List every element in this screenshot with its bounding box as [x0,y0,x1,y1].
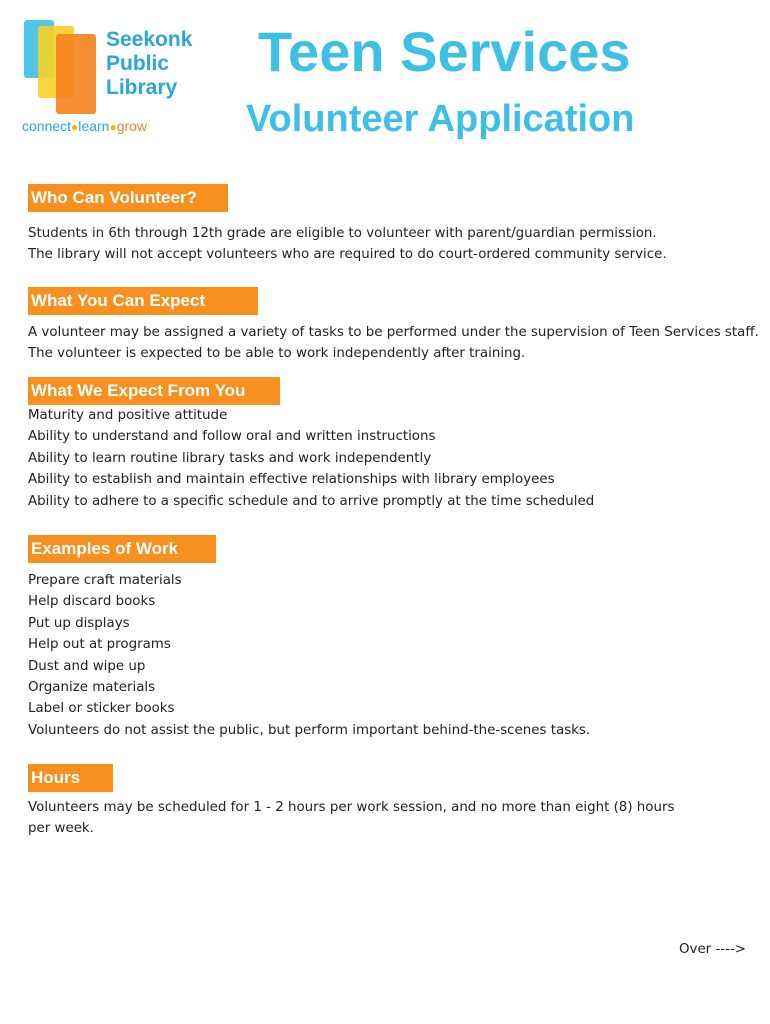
list-item: Dust and wipe up [28,658,146,674]
section-list-examples [28,570,748,741]
logo-name-line-1: Seekonk [106,28,193,51]
logo-name-line-2: Public [106,52,170,75]
section-text-expect [28,322,759,365]
who-line-1: Students in 6th through 12th grade are eligible to volunteer with parent/guardian permission. [28,226,657,241]
tagline-learn: learn [78,118,110,134]
logo-name-line-3: Library [106,76,178,99]
list-item: Help out at programs [28,637,171,653]
tagline-dot-2: ● [109,120,117,134]
library-logo [22,18,197,143]
list-item: Put up displays [28,615,130,631]
tagline-dot-1: ● [71,120,79,134]
list-item: Label or sticker books [28,701,175,717]
expect-line-1: A volunteer may be assigned a variety of tasks to be performed under the supervision of Teen Services staff. [28,325,759,340]
section-text-who [28,223,748,266]
list-item: Volunteers do not assist the public, but perform important behind-the-scenes tasks. [28,722,591,738]
logo-name [106,28,192,100]
page-subtitle: Volunteer Application [246,98,635,140]
tagline-grow: grow [116,118,148,134]
section-heading-who: Who Can Volunteer? [28,184,228,212]
page-title: Teen Services [258,20,631,83]
who-line-2: The library will not accept volunteers who are required to do court-ordered community service. [28,247,667,263]
section-list-we-expect [28,405,748,512]
section-heading-we-expect: What We Expect From You [28,377,280,405]
list-item: Ability to adhere to a specific schedule and to arrive promptly at the time scheduled [28,493,595,509]
logo-orange-square [56,34,96,114]
list-item: Ability to understand and follow oral and written instructions [28,429,436,445]
logo-tagline [22,118,147,134]
list-item: Maturity and positive attitude [28,408,228,423]
list-item: Organize materials [28,680,156,696]
over-continue-note: Over ----> [678,942,746,957]
tagline-connect: connect [22,118,72,134]
list-item: Ability to establish and maintain effective relationships with library employees [28,472,555,488]
expect-line-2: The volunteer is expected to be able to work independently after training. [28,346,526,362]
section-heading-expect: What You Can Expect [28,287,258,315]
list-item: Ability to learn routine library tasks and work independently [28,450,432,466]
hours-text: Volunteers may be scheduled for 1 - 2 hours per work session, and no more than eight (8) hours per week. [28,800,675,837]
section-heading-examples: Examples of Work [28,535,216,563]
list-item: Prepare craft materials [28,573,182,588]
section-text-hours [28,797,748,840]
list-item: Help discard books [28,594,156,610]
section-heading-hours: Hours [28,764,113,792]
